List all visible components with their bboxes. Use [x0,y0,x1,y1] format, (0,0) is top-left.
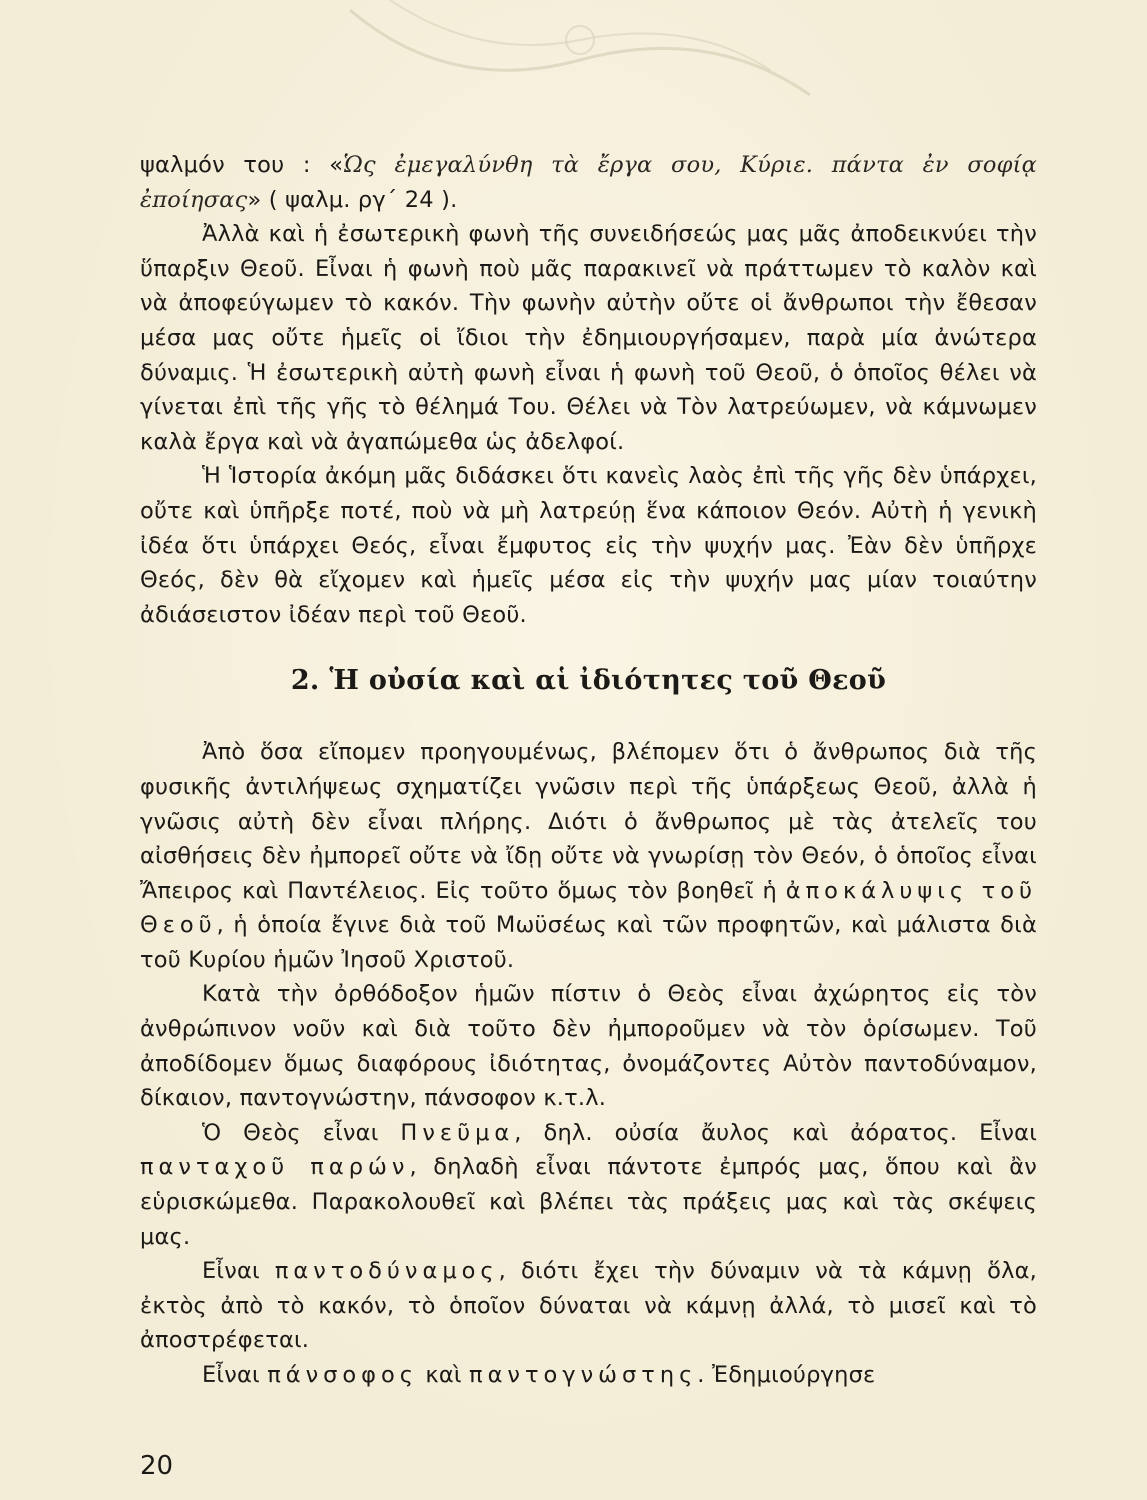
paragraph-attributes: Κατὰ τὴν ὀρθόδοξον ἡμῶν πίστιν ὁ Θεὸς εἶναι ἀχώρητος εἰς τὸν ἀνθρώπινον νοῦν καὶ διὰ τοῦτο δὲν ἠμποροῦμεν νὰ τὸν ὁρίσωμεν. Τοῦ ἀποδίδομεν ὅμως διαφόρους ἰδιότητας, ὀνομάζοντες Αὐτὸν παντοδύναμον, δίκαιον, παντογνώστην, πάνσοφον κ.τ.λ. [140,981,1037,1112]
emphasis-almighty: παντοδύναμος [274,1258,499,1285]
spirit-text-middle: , δηλ. οὐσία ἄυλος καὶ ἀόρατος. Εἶναι [514,1119,1038,1146]
psalm-quote: Ὡς ἐμεγαλύνθη τὰ ἔργα σου, Κύριε. πάντα ἐν σοφίᾳ ἐποίησας [140,152,1037,213]
emphasis-omnipresent: πανταχοῦ παρών [140,1154,410,1181]
emphasis-revelation: ἀποκάλυψις τοῦ Θεοῦ [140,877,1037,939]
almighty-text-start: Εἶναι [202,1258,260,1285]
paragraph-conscience: Ἀλλὰ καὶ ἡ ἐσωτερικὴ φωνὴ τῆς συνειδήσεώς μας μᾶς ἀποδεικνύει τὴν ὕπαρξιν Θεοῦ. Εἶναι ἡ φωνὴ ποὺ μᾶς παρακινεῖ νὰ πράττωμεν τὸ καλὸν καὶ νὰ ἀποφεύγωμεν τὸ κακόν. Τὴν φωνὴν αὐτὴν οὔτε οἱ ἄνθρωποι τὴν ἔθεσαν μέσα μας οὔτε ἡμεῖς οἱ ἴδιοι τὴν ἐδημιουργήσαμεν, παρὰ μία ἀνώτερα δύναμις. Ἡ ἐσωτερικὴ αὐτὴ φωνὴ εἶναι ἡ φωνὴ τοῦ Θεοῦ, ὁ ὁποῖος θέλει νὰ γίνεται ἐπὶ τῆς γῆς τὸ θέλημά Του. Θέλει νὰ Τὸν λατρεύωμεν, νὰ κάμνωμεν καλὰ ἔργα καὶ νὰ ἀγαπώμεθα ὡς ἀδελφοί. [140,221,1037,455]
revelation-text-start: Ἀπὸ ὅσα εἴπομεν προηγουμένως, βλέπομεν ὅτι ὁ ἄνθρωπος διὰ τῆς φυσικῆς ἀντιλήψεως σχηματίζει γνῶσιν περὶ τῆς ὑπάρξεως Θεοῦ, ἀλλὰ ἡ γνῶσις αὐτὴ δὲν εἶναι πλήρης. Διότι ὁ ἄνθρωπος μὲ τὰς ἀτελεῖς του αἰσθήσεις δὲν ἠμπορεῖ οὔτε νὰ ἴδῃ οὔτε νὰ γνωρίσῃ τὸν Θεόν, ὁ ὁποῖος εἶναι Ἄπειρος καὶ Παντέλειος. Εἰς τοῦτο ὅμως τὸν βοηθεῖ ἡ [140,739,1037,904]
paragraph-almighty [140,1254,1037,1358]
paragraph-allwise [140,1358,1037,1393]
section-heading: 2. Ἡ οὐσία καὶ αἱ ἰδιότητες τοῦ Θεοῦ [290,665,887,697]
paragraph-revelation [140,735,1037,977]
page-body [140,148,1037,1393]
ornament-showthrough [330,0,830,110]
page-number: 20 [140,1451,174,1481]
emphasis-spirit: Πνεῦμα [400,1119,515,1146]
paragraph-psalm-quote [140,148,1037,217]
psalm-lead-text: ψαλμόν του : « [140,152,344,178]
almighty-text-end: , διότι ἔχει τὴν δύναμιν νὰ τὰ κάμνῃ ὅλα, ἐκτὸς ἀπὸ τὸ κακόν, τὸ ὁποῖον δύναται νὰ κάμνῃ ἀλλά, τὸ μισεῖ καὶ τὸ ἀποστρέφεται. [140,1258,1037,1354]
allwise-text-start: Εἶναι [202,1362,260,1388]
spirit-text-end: , δηλαδὴ εἶναι πάντοτε ἐμπρός μας, ὅπου καὶ ἂν εὑρισκώμεθα. Παρακολουθεῖ καὶ βλέπει τὰς πράξεις μας καὶ τὰς σκέψεις μας. [140,1154,1038,1250]
allwise-conjunction: καὶ [425,1362,462,1388]
spirit-text-start: Ὁ Θεὸς εἶναι [202,1119,379,1146]
psalm-reference: » ( ψαλμ. ργ΄ 24 ). [247,186,458,213]
allwise-text-end: . Ἐδημιούργησε [697,1362,876,1388]
paragraph-history: Ἡ Ἱστορία ἀκόμη μᾶς διδάσκει ὅτι κανεὶς λαὸς ἐπὶ τῆς γῆς δὲν ὑπάρχει, οὔτε καὶ ὑπῆρξε ποτέ, ποὺ νὰ μὴ λατρεύῃ ἕνα κάποιον Θεόν. Αὐτὴ ἡ γενικὴ ἰδέα ὅτι ὑπάρχει Θεός, εἶναι ἔμφυτος εἰς τὴν ψυχήν μας. Ἐὰν δὲν ὑπῆρχε Θεός, δὲν θὰ εἴχομεν καὶ ἡμεῖς μέσα εἰς τὴν ψυχήν μας μίαν τοιαύτην ἀδιάσειστον ἰδέαν περὶ τοῦ Θεοῦ. [140,463,1037,628]
paragraph-spirit [140,1116,1037,1254]
emphasis-allwise: πάνσοφος [267,1362,418,1388]
emphasis-omniscient: παντογνώστης [469,1362,698,1388]
revelation-text-end: , ἡ ὁποία ἔγινε διὰ τοῦ Μωϋσέως καὶ τῶν προφητῶν, καὶ μάλιστα διὰ τοῦ Κυρίου ἡμῶν Ἰησοῦ Χριστοῦ. [140,912,1037,973]
